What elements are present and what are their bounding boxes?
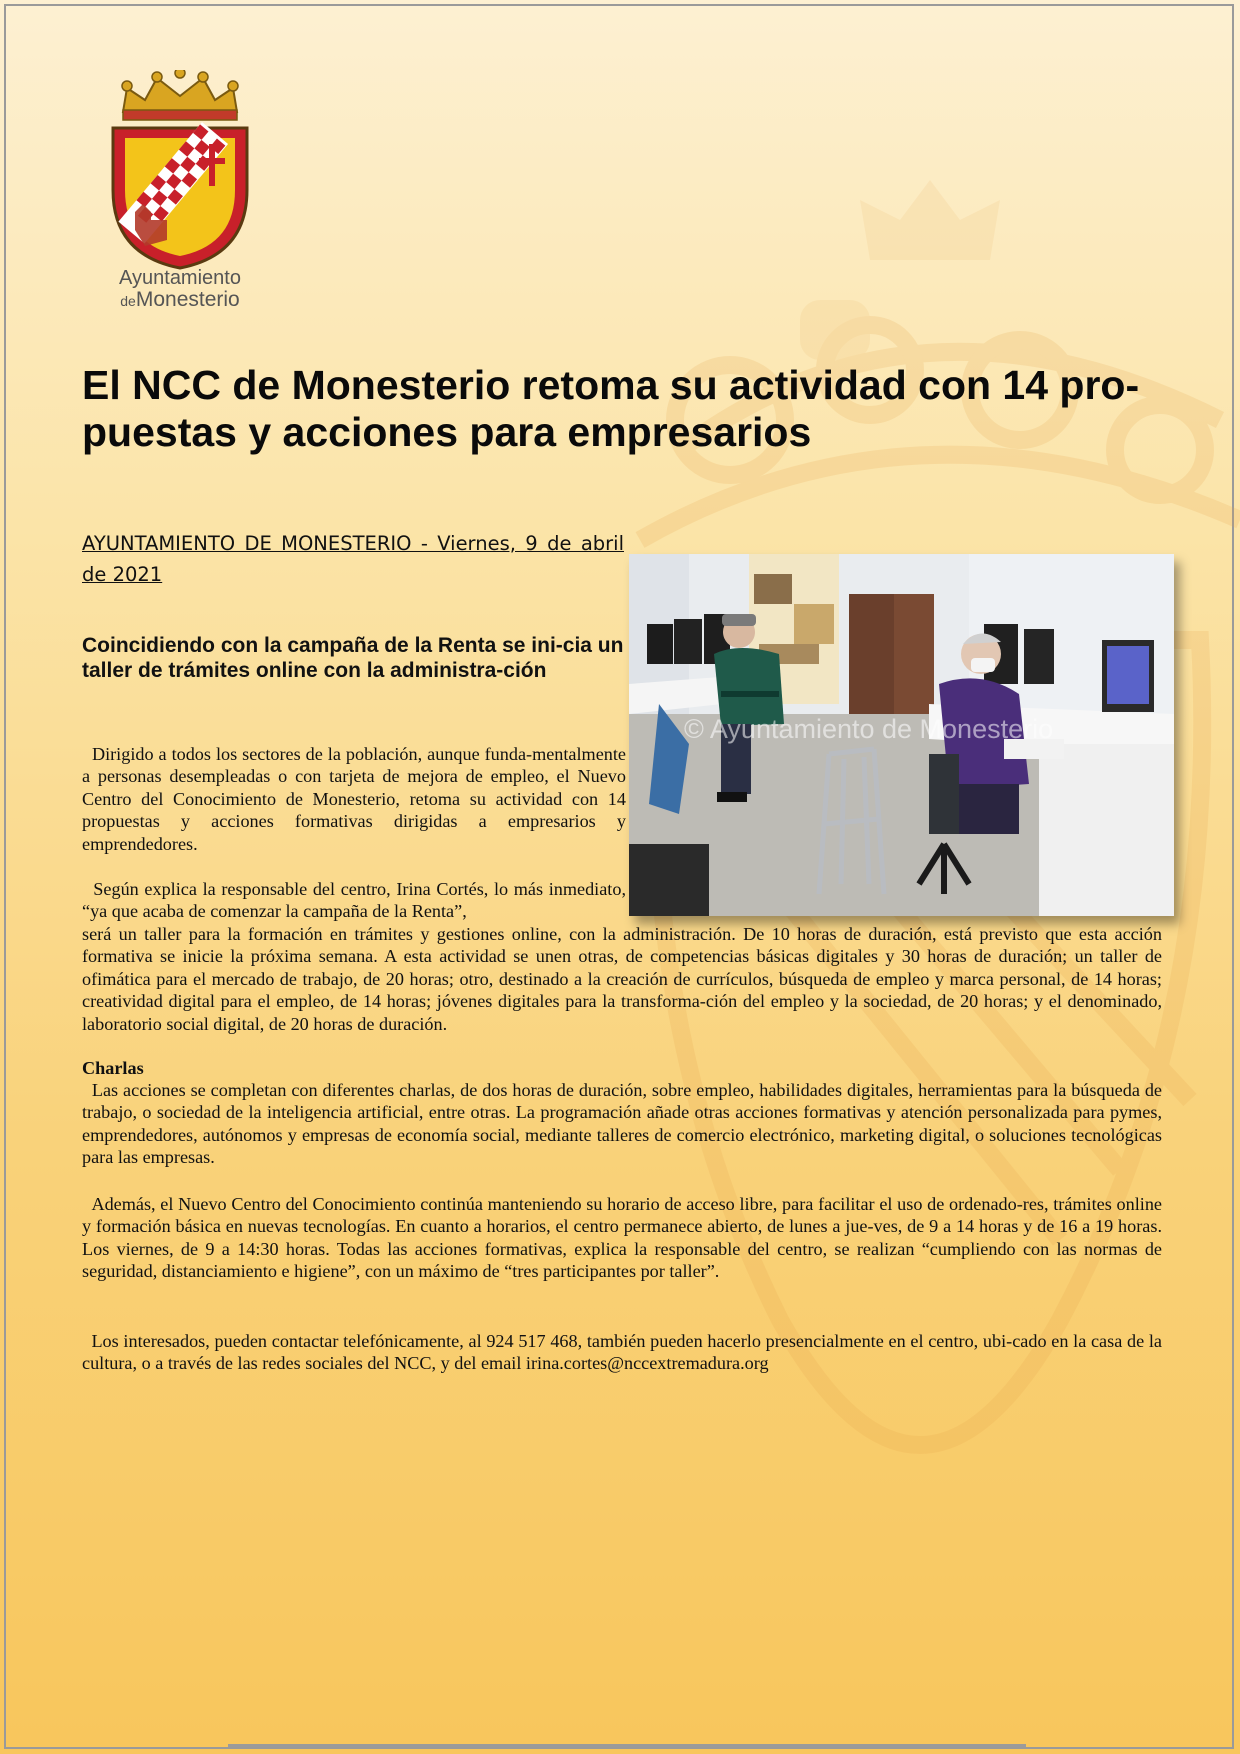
- article-paragraph-4: [82, 1193, 1162, 1283]
- section-heading: Charlas: [82, 1058, 144, 1078]
- logo-wordmark: [95, 268, 265, 311]
- photo-watermark: © Ayuntamiento de Monesterio: [684, 714, 1054, 744]
- article-paragraph-2-rest: será un taller para la formación en trámites y gestiones online, con la administración. De 10 horas de duración, está previsto que esta acción formativa se inicie la próxima semana. A esta actividad se unen otras, de competencias básicas digitales y 30 horas de duración; un taller de ofimática para el mercado de trabajo, de 20 horas; otro, destinado a la creación de currículos, búsqueda de empleo y marca personal, de 14 horas; creatividad digital para el empleo, de 14 horas; jóvenes digitales para la transforma-ción del empleo y la sociedad, de 20 horas; y el denominado, laboratorio social digital, de 20 horas de duración.: [82, 924, 1162, 1034]
- paragraph-1-text: Dirigido a todos los sectores de la población, aunque funda-mentalmente a personas desempleadas o con tarjeta de mejora de empleo, el Nuevo Centro del Conocimiento de Monesterio, retoma su actividad con 14 propuestas y acciones formativas dirigidas a empresarios y emprendedores.: [82, 744, 626, 854]
- logo-name-line1: Ayuntamiento: [119, 267, 241, 289]
- paragraph-2-start-text: Según explica la responsable del centro, Irina Cortés, lo más inmediato, “ya que acaba de comenzar la campaña de la Renta”,: [82, 879, 627, 922]
- footer-divider: [228, 1744, 1026, 1747]
- paragraph-4-text: Además, el Nuevo Centro del Conocimiento continúa manteniendo su horario de acceso libre, para facilitar el uso de ordenado-res, trámites online y formación básica en nuevas tecnologías. En cuanto a horarios, el centro permanece abierto, de lunes a jue-ves, de 9 a 14 horas y de 16 a 19 horas. Los viernes, de 9 a 14:30 horas. Todas las acciones formativas, explica la responsable del centro, se realizan “cumpliendo con las normas de seguridad, distanciamiento e higiene”, con un máximo de “tres participantes por taller”.: [82, 1194, 1162, 1282]
- article-title: El NCC de Monesterio retoma su actividad con 14 pro-puestas y acciones para empresarios: [82, 362, 1140, 455]
- paragraph-3-text: Las acciones se completan con diferentes charlas, de dos horas de duración, sobre empleo, habilidades digitales, herramientas para la búsqueda de trabajo, o sociedad de la inteligencia artificial, entre otras. La programación añade otras acciones formativas y atención personalizada para pymes, emprendedores, autónomos y empresas de economía social, mediante talleres de comercio electrónico, marketing digital, o soluciones tecnológicas para las empresas.: [82, 1080, 1163, 1168]
- article-paragraph-1: [82, 743, 626, 855]
- logo-name-line2: Monesterio: [135, 288, 240, 311]
- article-paragraph-3: [82, 1079, 1162, 1169]
- article-photo: [629, 554, 1174, 916]
- article-dateline: AYUNTAMIENTO DE MONESTERIO - Viernes, 9 de abril de 2021: [82, 532, 624, 586]
- article-paragraph-5: [82, 1330, 1162, 1375]
- article-subtitle: Coincidiendo con la campaña de la Renta se ini-cia un taller de trámites online con la administra-ción: [82, 634, 624, 682]
- paragraph-5-text: Los interesados, pueden contactar telefónicamente, al 924 517 468, también pueden hacerlo presencialmente en el centro, ubi-cado en la casa de la cultura, o a través de las redes sociales del NCC, y del email irina.cortes@nccextremadura.org: [82, 1331, 1162, 1374]
- article-paragraph-2-start: [82, 878, 626, 923]
- logo-name-prefix: de: [120, 293, 136, 309]
